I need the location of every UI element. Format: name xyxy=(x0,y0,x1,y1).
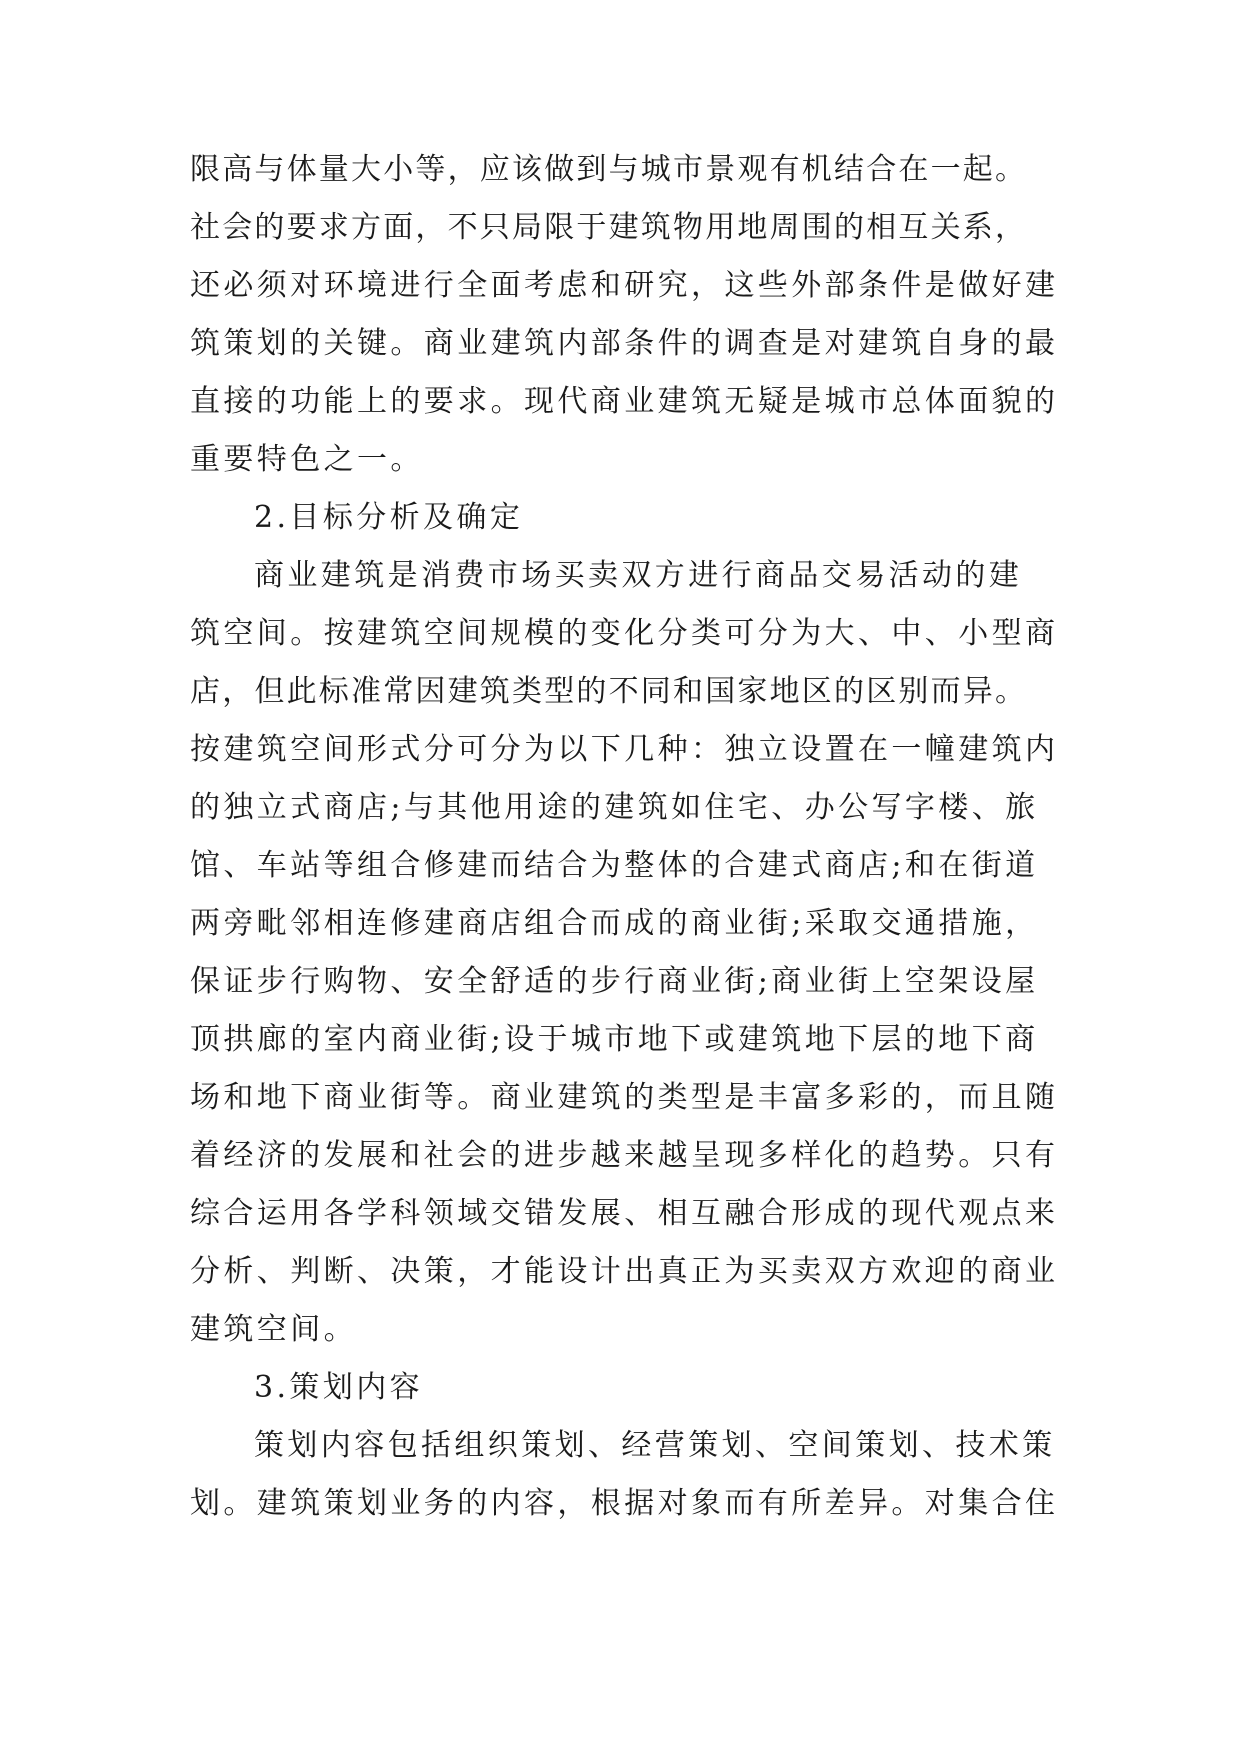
text-line: 直接的功能上的要求。现代商业建筑无疑是城市总体面貌的 xyxy=(190,384,1059,419)
text-line: 着经济的发展和社会的进步越来越呈现多样化的趋势。只有 xyxy=(190,1138,1059,1173)
text-line: 店，但此标准常因建筑类型的不同和国家地区的区别而异。 xyxy=(190,674,1028,709)
text-line: 场和地下商业街等。商业建筑的类型是丰富多彩的，而且随 xyxy=(190,1080,1059,1115)
text-line: 筑策划的关键。商业建筑内部条件的调查是对建筑自身的最 xyxy=(190,326,1059,361)
text-line: 限高与体量大小等，应该做到与城市景观有机结合在一起。 xyxy=(190,152,1028,187)
text-line: 综合运用各学科领域交错发展、相互融合形成的现代观点来 xyxy=(190,1196,1059,1231)
text-line: 保证步行购物、安全舒适的步行商业街;商业街上空架设屋 xyxy=(190,964,1039,999)
text-line: 两旁毗邻相连修建商店组合而成的商业街;采取交通措施， xyxy=(190,906,1039,941)
text-line: 还必须对环境进行全面考虑和研究，这些外部条件是做好建 xyxy=(190,268,1059,303)
section-heading: 3.策划内容 xyxy=(254,1370,424,1405)
text-line: 策划内容包括组织策划、经营策划、空间策划、技术策 xyxy=(254,1428,1056,1463)
text-line: 分析、判断、决策，才能设计出真正为买卖双方欢迎的商业 xyxy=(190,1254,1059,1289)
text-line: 馆、车站等组合修建而结合为整体的合建式商店;和在街道 xyxy=(190,848,1039,883)
text-line: 商业建筑是消费市场买卖双方进行商品交易活动的建 xyxy=(254,558,1023,593)
section-heading: 2.目标分析及确定 xyxy=(254,500,524,535)
text-line: 建筑空间。 xyxy=(190,1312,357,1347)
text-line: 顶拱廊的室内商业街;设于城市地下或建筑地下层的地下商 xyxy=(190,1022,1039,1057)
text-line: 按建筑空间形式分可分为以下几种：独立设置在一幢建筑内 xyxy=(190,732,1059,767)
text-line: 社会的要求方面，不只局限于建筑物用地周围的相互关系， xyxy=(190,210,1028,245)
text-line: 的独立式商店;与其他用途的建筑如住宅、办公写字楼、旅 xyxy=(190,790,1039,825)
text-line: 划。建筑策划业务的内容，根据对象而有所差异。对集合住 xyxy=(190,1486,1059,1521)
text-line: 筑空间。按建筑空间规模的变化分类可分为大、中、小型商 xyxy=(190,616,1059,651)
text-line: 重要特色之一。 xyxy=(190,442,424,477)
